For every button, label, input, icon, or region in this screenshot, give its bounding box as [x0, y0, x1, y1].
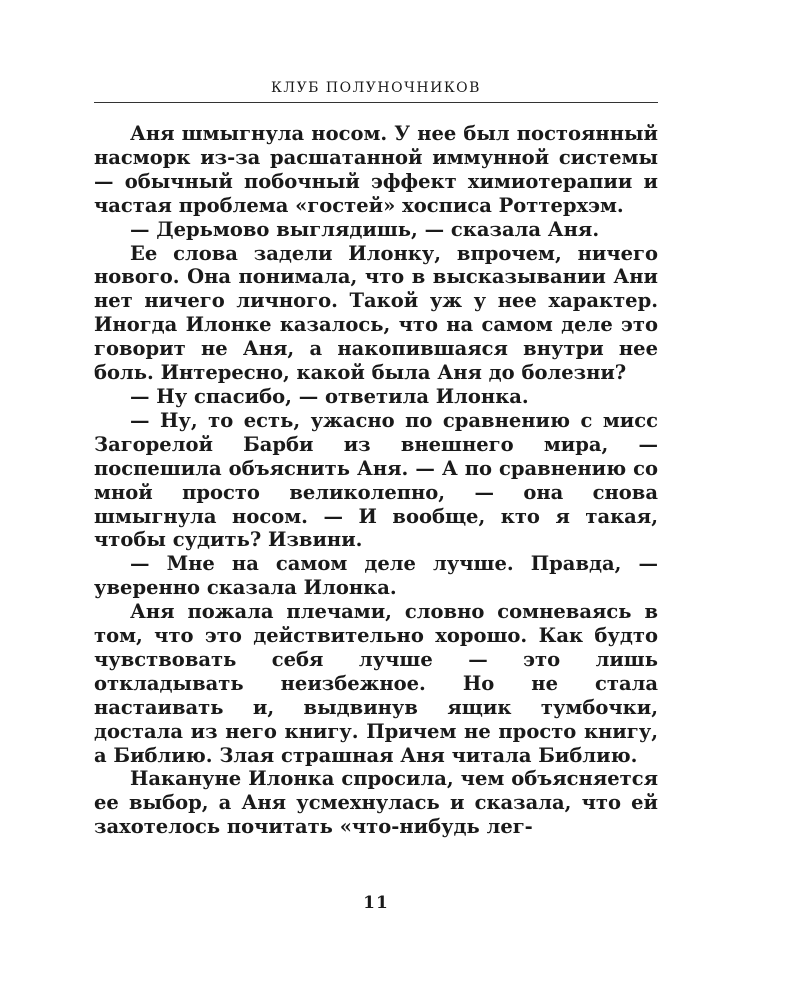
paragraph: Аня шмыгнула носом. У нее был постоянный насморк из-за расшатанной иммунной системы — обычный побочный эффект химиотерапии и частая проблема «гостей» хосписа Роттерхэм. [94, 122, 658, 217]
paragraph: Аня пожала плечами, словно сомневаясь в том, что это действительно хорошо. Как будто чувствовать себя лучше — это лишь откладывать неизбежное. Но не стала настаивать и, выдвинув ящик тумбочки, достала из него книгу. Причем не просто книгу, а Библию. Злая страшная Аня читала Библию. [94, 600, 658, 767]
paragraph: — Дерьмово выглядишь, — сказала Аня. [130, 217, 600, 241]
paragraph: Ее слова задели Илонку, впрочем, ничего нового. Она понимала, что в высказывании Ани нет ничего личного. Такой уж у нее характер. Иногда Илонке казалось, что на самом деле это говорит не Аня, а накопившаяся внутри нее боль. Интересно, какой была Аня до болезни? [94, 241, 658, 385]
paragraph: — Мне на самом деле лучше. Правда, — уверенно сказала Илонка. [94, 552, 658, 600]
page-number: 11 [363, 893, 389, 913]
paragraph: Накануне Илонка спросила, чем объясняется ее выбор, а Аня усмехнулась и сказала, что ей захотелось почитать «что-нибудь лег- [94, 767, 658, 839]
paragraph: — Ну спасибо, — ответила Илонка. [130, 384, 529, 408]
paragraph: — Ну, то есть, ужасно по сравнению с мисс Загорелой Барби из внешнего мира, — поспешила объяснить Аня. — А по сравнению со мной просто великолепно, — она снова шмыгнула носом. — И вообще, кто я такая, чтобы судить? Извини. [94, 408, 658, 552]
body-text [94, 122, 658, 839]
header-rule [94, 102, 658, 103]
running-head: КЛУБ ПОЛУНОЧНИКОВ [271, 80, 481, 96]
